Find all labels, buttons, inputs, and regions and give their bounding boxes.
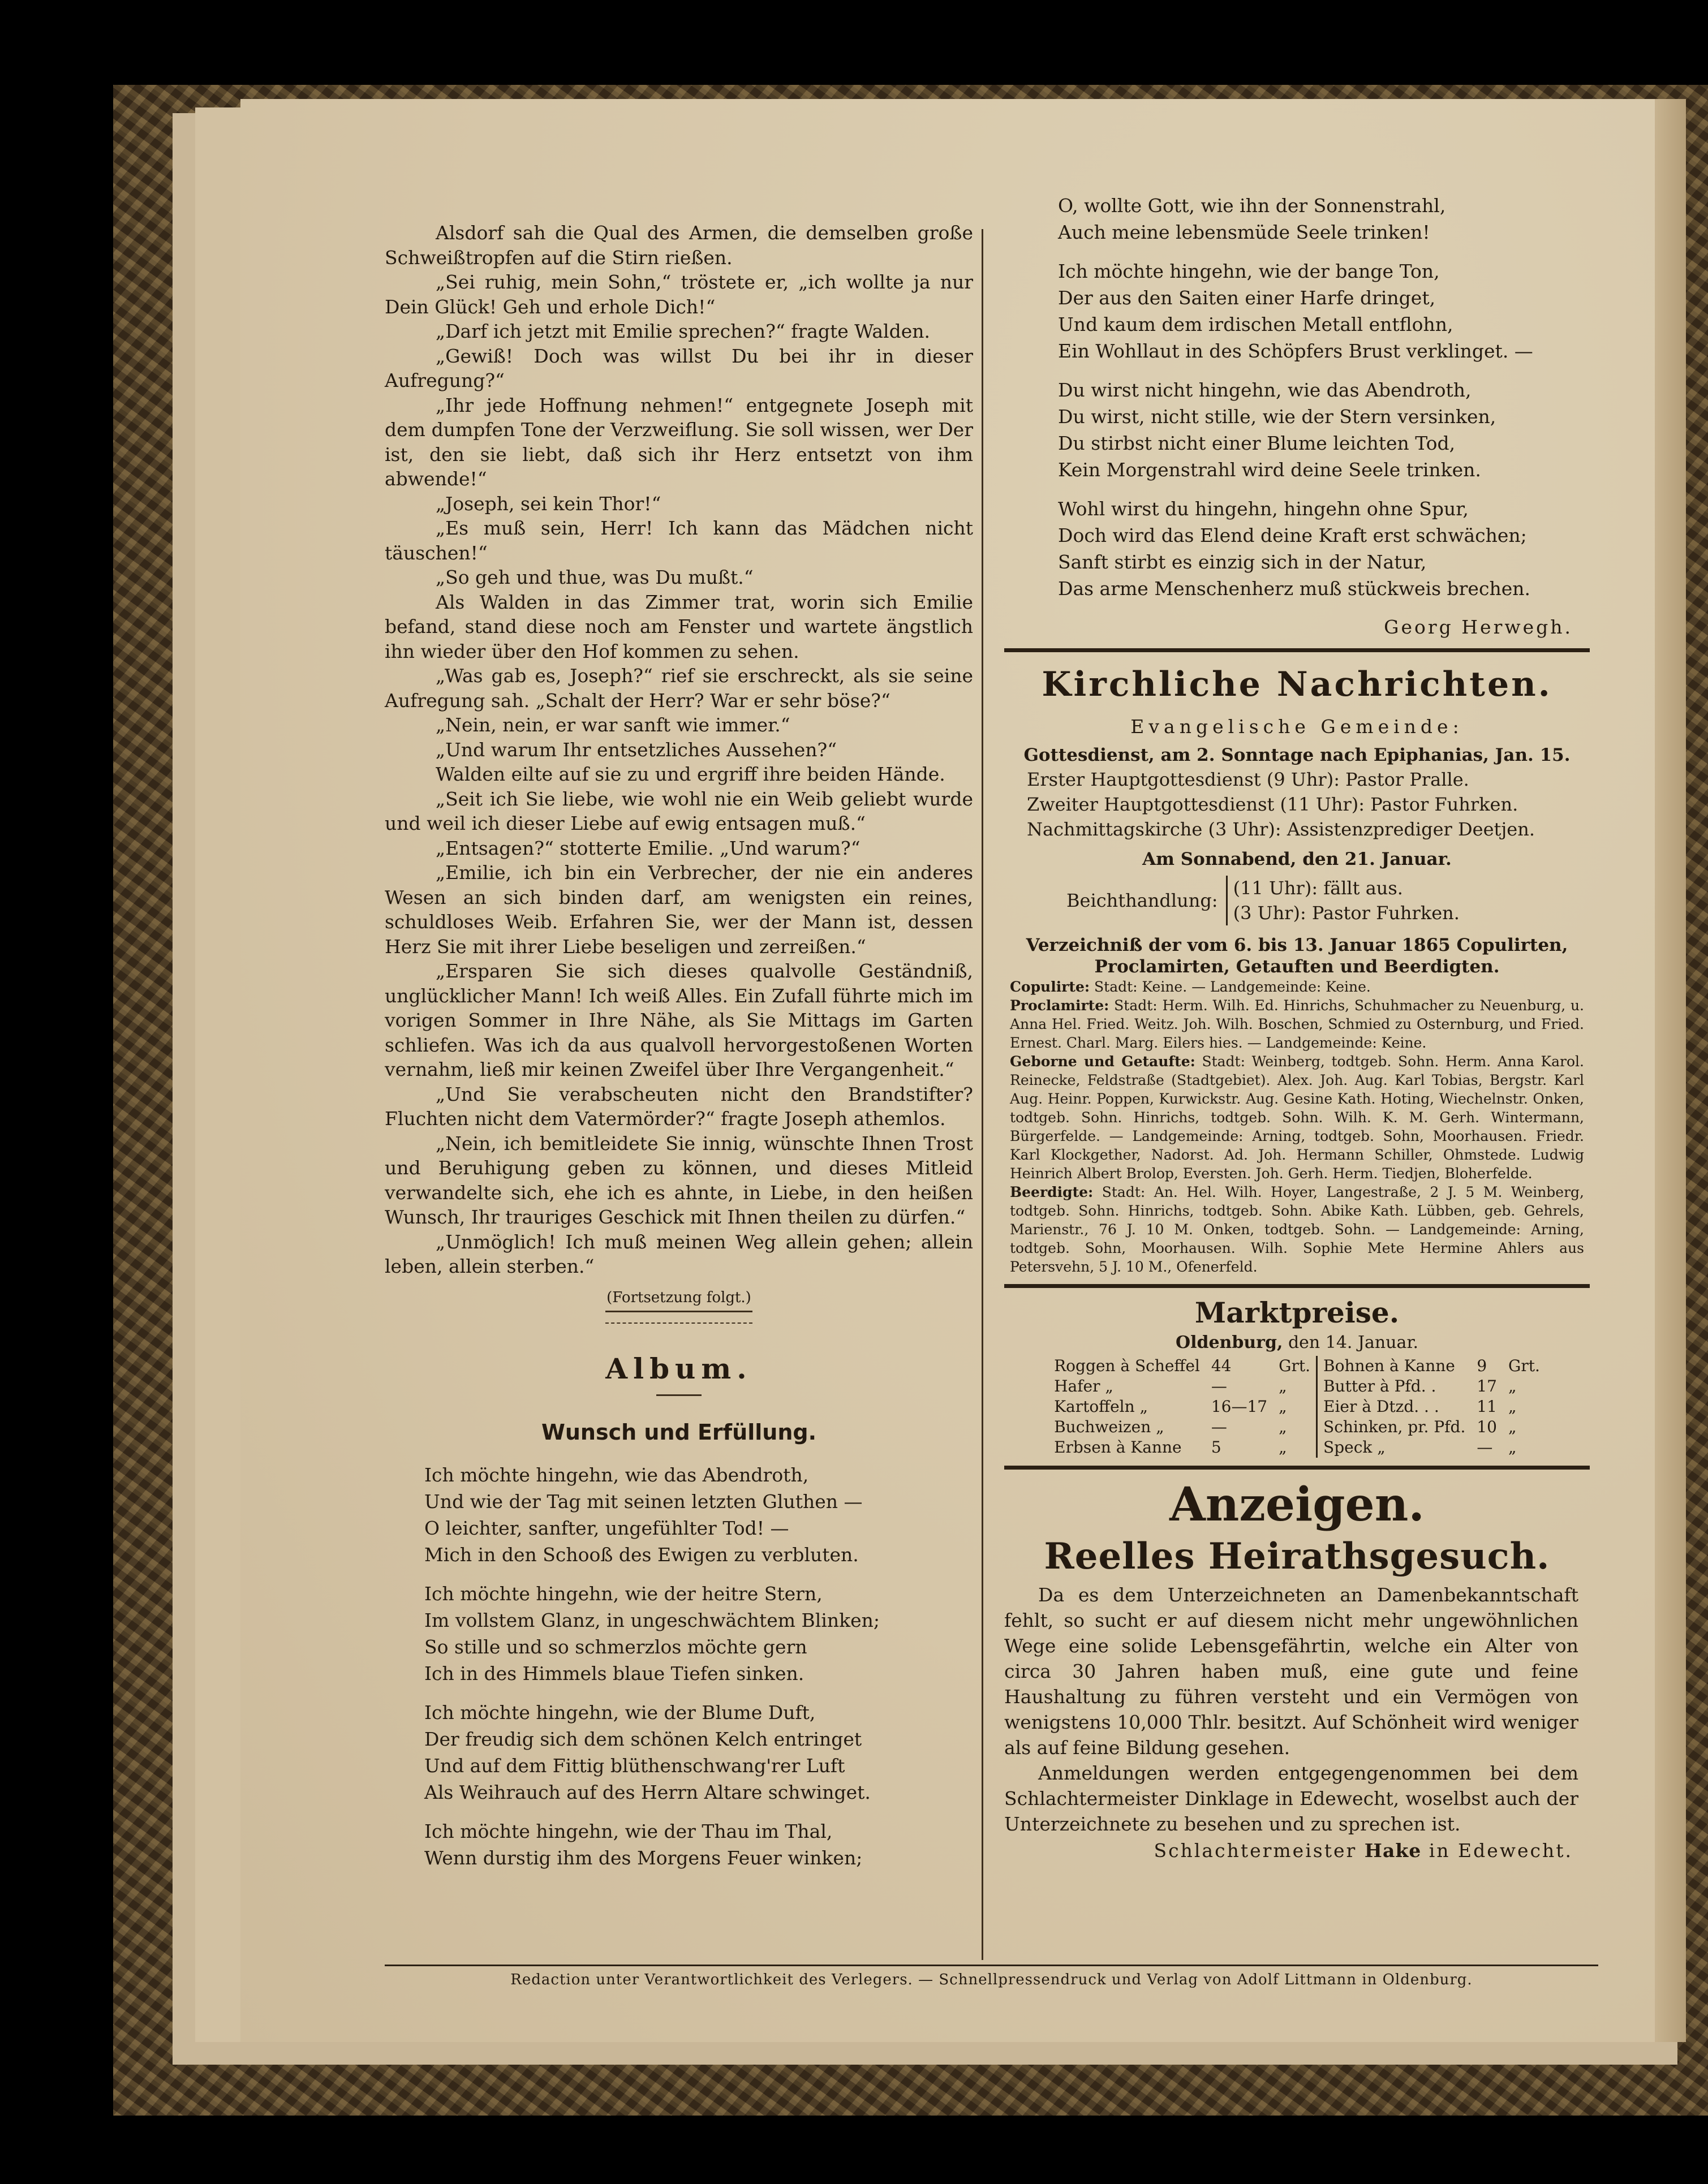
story-paragraph: „Nein, nein, er war sanft wie immer.“ — [436, 714, 790, 736]
poem-line: Ich möchte hingehn, wie der bange Ton, — [1058, 260, 1440, 282]
poem-continuation — [1004, 192, 1590, 602]
register-entry — [1004, 996, 1590, 1052]
market-cell-price: — — [1211, 1377, 1227, 1395]
page-edge — [1655, 99, 1686, 2042]
market-cell-unit: „ — [1279, 1397, 1287, 1416]
ad-signature-place: in Edewecht. — [1429, 1840, 1573, 1862]
market-cell-price: 10 — [1477, 1418, 1497, 1436]
register-title: Verzeichniß der vom 6. bis 13. Januar 1865 Copulirten, Proclamirten, Getauften und Beerdigten. — [1026, 935, 1568, 977]
market-cell-price: 44 — [1211, 1356, 1232, 1375]
register-text: Stadt: Herm. Wilh. Ed. Hinrichs, Schuhmacher zu Neuenburg, u. Anna Hel. Fried. Weitz. Joh. Wilh. Boschen, Schmied zu Osternburg, und Fried. Ernest. Charl. Marg. Eilers hies. — Landgemeinde: Keine. — [1010, 997, 1584, 1051]
register-text: Stadt: Weinberg, todtgeb. Sohn. Herm. Anna Karol. Reinecke, Feldstraße (Stadtgebiet). Alex. Joh. Aug. Karl Tobias, Bergstr. Karl Aug. Heinr. Poppen, Kurwickstr. Aug. Gesine Kath. Hoting, Wiechelnstr. Onken, todtgeb. Sohn. Hinrichs, todtgeb. Sohn. Wilh. K. M. Gerh. Wintermann, Bürgerfelde. — Landgemeinde: Arning, todtgeb. Sohn, Moorhausen. Friedr. Karl Klockgether, Nadorst. Ad. Joh. Hermann Schiller, Ohmstede. Ludwig Heinrich Albert Brolop, Eversten. Joh. Gerh. Herm. Tiedjen, Bloherfelde. — [1010, 1053, 1584, 1182]
poem-line: Ich möchte hingehn, wie der heitre Stern, — [424, 1582, 823, 1605]
market-cell-price: 9 — [1477, 1356, 1487, 1375]
poem-line: Mich in den Schooß des Ewigen zu verbluten. — [424, 1543, 859, 1566]
right-column — [1004, 192, 1590, 1865]
confession-times — [1226, 876, 1460, 925]
section-rule — [1004, 1284, 1590, 1288]
register-label: Copulirte: — [1010, 979, 1090, 995]
market-cell-item: Eier à Dtzd. . . — [1317, 1397, 1472, 1417]
market-cell-price: — — [1211, 1418, 1227, 1436]
register-entry — [1004, 1052, 1590, 1183]
poem-line: Wenn durstig ihm des Morgens Feuer winken; — [424, 1846, 863, 1869]
market-row — [1048, 1437, 1546, 1458]
market-cell-unit: „ — [1279, 1438, 1287, 1457]
poem-line: O leichter, sanfter, ungefühlter Tod! — — [424, 1517, 789, 1539]
poem-line: Doch wird das Elend deine Kraft erst schwächen; — [1058, 524, 1527, 546]
register-entry — [1004, 1183, 1590, 1276]
ad-headline: Reelles Heirathsgesuch. — [1044, 1535, 1550, 1578]
market-prices-title: Marktpreise. — [1194, 1296, 1400, 1329]
market-cell-unit: „ — [1508, 1397, 1517, 1416]
poem-line: Ein Wohllaut in des Schöpfers Brust verklinget. — — [1058, 340, 1533, 362]
market-row — [1048, 1356, 1546, 1376]
story-paragraph: „Joseph, sei kein Thor!“ — [436, 492, 661, 515]
market-cell-price: 11 — [1477, 1397, 1497, 1416]
story-paragraph: „Nein, ich bemitleidete Sie innig, wünschte Ihnen Trost und Beruhigung geben zu können, und dieses Mitleid verwandelte sich, ehe ich es ahnte, in Liebe, in den heißen Wunsch, Ihr trauriges Geschick mit Ihnen theilen zu dürfen.“ — [385, 1132, 973, 1228]
confession-label: Beichthandlung: — [1066, 890, 1218, 911]
poem-line: Du stirbst nicht einer Blume leichten Tod, — [1058, 432, 1456, 454]
story-paragraph: Als Walden in das Zimmer trat, worin sich Emilie befand, stand diese noch am Fenster und wartete ängstlich ihn wieder über den Hof kommen zu sehen. — [385, 591, 973, 662]
poem-author: Georg Herwegh. — [1384, 616, 1573, 638]
poem-line: Und auf dem Fittig blüthenschwang'rer Luft — [424, 1754, 845, 1777]
market-place: Oldenburg, — [1175, 1333, 1283, 1352]
congregation-heading: Evangelische Gemeinde: — [1130, 716, 1464, 738]
ad-paragraph: Anmeldungen werden entgegengenommen bei dem Schlachtermeister Dinklage in Edewecht, woselbst auch der Unterzeichnete zu besehen und zu sprechen ist. — [1004, 1762, 1578, 1835]
service-entry: Erster Hauptgottesdienst (9 Uhr): Pastor Pralle. — [1027, 769, 1469, 790]
poem-line: Und kaum dem irdischen Metall entflohn, — [1058, 313, 1453, 335]
market-cell-item: Hafer „ — [1054, 1377, 1113, 1395]
market-cell-price: 17 — [1477, 1377, 1497, 1395]
ad-paragraph: Da es dem Unterzeichneten an Damenbekanntschaft fehlt, so sucht er auf diesem nicht mehr ungewöhnlichen Wege eine solide Lebensgefährtin, welche ein Alter von circa 30 Jahren haben muß, eine gute und feine Haushaltung zu führen versteht und ein Vermögen von wenigstens 10,000 Thlr. besitzt. Auf Schönheit wird weniger als auf feine Bildung gesehen. — [1004, 1584, 1578, 1759]
register-label: Proclamirte: — [1010, 997, 1109, 1014]
register-entry — [1004, 977, 1590, 996]
poem-line: So stille und so schmerzlos möchte gern — [424, 1635, 807, 1658]
story-paragraph: „Seit ich Sie liebe, wie wohl nie ein Weib geliebt wurde und weil ich dieser Liebe auf ewig entsagen muß.“ — [385, 787, 973, 834]
ad-signature — [1004, 1837, 1590, 1865]
poem-line: Ich möchte hingehn, wie der Thau im Thal, — [424, 1820, 833, 1842]
short-rule — [656, 1394, 702, 1396]
poem-stanza — [424, 1818, 973, 1871]
ad-signature-name: Hake — [1364, 1840, 1422, 1862]
poem-stanza — [1058, 496, 1590, 602]
story-paragraph: „Ersparen Sie sich dieses qualvolle Geständniß, unglücklicher Mann! Ich weiß Alles. Ein Zufall führte mich im vorigen Sommer in Ihre Nähe, als Sie Mittags im Garten schliefen. Was ich da aus qualvoll hervorgestoßenen Worten vernahm, ließ mir keinen Zweifel über Ihre Vergangenheit.“ — [385, 960, 973, 1080]
market-cell-unit: „ — [1508, 1438, 1517, 1457]
market-cell-unit: „ — [1508, 1418, 1517, 1436]
story-paragraph: Walden eilte auf sie zu und ergriff ihre beiden Hände. — [436, 763, 945, 785]
market-price-table — [1004, 1356, 1590, 1458]
poem-line: Wohl wirst du hingehn, hingehn ohne Spur, — [1058, 498, 1469, 520]
poem-stanza — [1058, 192, 1590, 245]
story-paragraph: „Es muß sein, Herr! Ich kann das Mädchen nicht täuschen!“ — [385, 517, 973, 564]
poem-line: Der aus den Saiten einer Harfe dringet, — [1058, 287, 1436, 309]
market-row — [1048, 1376, 1546, 1397]
market-place-date — [1004, 1333, 1590, 1352]
story-paragraph: „Emilie, ich bin ein Verbrecher, der nie ein anderes Wesen an sich binden darf, am wenigsten ein reines, schuldloses Weib. Erfahren Sie, wer der Mann ist, dessen Herz Sie mit ihrer Liebe beseligen und zerreißen.“ — [385, 861, 973, 958]
register-label: Geborne und Getaufte: — [1010, 1053, 1195, 1070]
story-paragraph: „Ihr jede Hoffnung nehmen!“ entgegnete Joseph mit dem dumpfen Tone der Verzweiflung. Sie soll wissen, wer Der ist, den sie liebt, daß sich ihr Herz entsetzt von ihm abwende!“ — [385, 394, 973, 490]
poem-line: Kein Morgenstrahl wird deine Seele trinken. — [1058, 459, 1481, 481]
market-cell-unit: „ — [1508, 1377, 1517, 1395]
story-paragraph: „Gewiß! Doch was willst Du bei ihr in dieser Aufregung?“ — [385, 344, 973, 391]
column-rule — [982, 229, 983, 1960]
saturday-heading: Am Sonnabend, den 21. Januar. — [1142, 849, 1452, 869]
market-cell-item: Schinken, pr. Pfd. — [1317, 1417, 1472, 1437]
story-paragraph: „Und Sie verabscheuten nicht den Brandstifter? Fluchten nicht dem Vatermörder?“ fragte Joseph athemlos. — [385, 1083, 973, 1130]
market-row — [1048, 1397, 1546, 1417]
service-list — [1004, 767, 1590, 842]
service-heading: Gottesdienst, am 2. Sonntage nach Epiphanias, Jan. 15. — [1023, 745, 1571, 765]
continued-note: (Fortsetzung folgt.) — [606, 1289, 751, 1306]
market-cell-unit: „ — [1279, 1377, 1287, 1395]
market-cell-item: Speck „ — [1317, 1437, 1472, 1458]
market-cell-item: Bohnen à Kanne — [1317, 1356, 1472, 1376]
story-paragraph: Alsdorf sah die Qual des Armen, die demselben große Schweißtropfen auf die Stirn rießen. — [385, 222, 973, 269]
story-paragraph: „Was gab es, Joseph?“ rief sie erschreckt, als sie seine Aufregung sah. „Schalt der Herr? War er sehr böse?“ — [385, 665, 973, 712]
poem-line: Ich in des Himmels blaue Tiefen sinken. — [424, 1662, 804, 1685]
footer-rule — [385, 1965, 1598, 1966]
confession-item: (11 Uhr): fällt aus. — [1233, 877, 1403, 899]
market-cell-item: Buchweizen „ — [1054, 1418, 1164, 1436]
market-cell-item: Erbsen à Kanne — [1054, 1438, 1182, 1457]
poem-line: Du wirst, nicht stille, wie der Stern versinken, — [1058, 406, 1496, 428]
newspaper-page — [240, 99, 1686, 2042]
story-paragraph: „So geh und thue, was Du mußt.“ — [436, 566, 754, 588]
poem-line: Der freudig sich dem schönen Kelch entringet — [424, 1728, 862, 1750]
market-cell-price: 16—17 — [1211, 1397, 1268, 1416]
poem-line: Ich möchte hingehn, wie das Abendroth, — [424, 1463, 809, 1486]
register-text: Stadt: An. Hel. Wilh. Hoyer, Langestraße, 2 J. 5 M. Weinberg, todtgeb. Sohn. Hinrichs, todtgeb. Sohn. Abike Kath. Lübben, geb. Gehrels, Marienstr., 76 J. 10 M. Onken, todtgeb. Sohn. — Landgemeinde: Arning, todtgeb. Sohn, Moorhausen. Wilh. Sophie Mete Hermine Ahlers aus Petersvehn, 5 J. 10 M., Ofenerfeld. — [1010, 1184, 1584, 1275]
service-entry: Nachmittagskirche (3 Uhr): Assistenzprediger Deetjen. — [1027, 819, 1535, 840]
poem-stanza — [424, 1699, 973, 1806]
poem-line: Ich möchte hingehn, wie der Blume Duft, — [424, 1701, 816, 1724]
market-cell-unit: Grt. — [1279, 1356, 1311, 1375]
poem-line: Und wie der Tag mit seinen letzten Gluthen — — [424, 1490, 863, 1513]
poem-line: Sanft stirbt es einzig sich in der Natur, — [1058, 551, 1427, 573]
story-paragraph: „Und warum Ihr entsetzliches Aussehen?“ — [436, 738, 837, 761]
market-cell-price: — — [1477, 1438, 1493, 1457]
poem-line: Als Weihrauch auf des Herrn Altare schwinget. — [424, 1781, 871, 1803]
confession-schedule — [1004, 876, 1590, 925]
confession-item: (3 Uhr): Pastor Fuhrken. — [1233, 902, 1460, 924]
section-rule — [1004, 648, 1590, 652]
poem-line: Im vollstem Glanz, in ungeschwächtem Blinken; — [424, 1609, 880, 1631]
market-date: den 14. Januar. — [1288, 1333, 1419, 1352]
poem-line: Das arme Menschenherz muß stückweis brechen. — [1058, 578, 1530, 600]
ornamental-divider — [605, 1311, 752, 1324]
register-text: Stadt: Keine. — Landgemeinde: Keine. — [1094, 979, 1371, 995]
poem-stanza — [1058, 258, 1590, 364]
ads-title: Anzeigen. — [1169, 1477, 1425, 1532]
register-label: Beerdigte: — [1010, 1184, 1094, 1200]
parish-register — [1004, 977, 1590, 1276]
market-row — [1048, 1417, 1546, 1437]
story-paragraph: „Sei ruhig, mein Sohn,“ tröstete er, „ich wollte ja nur Dein Glück! Geh und erhole Dich!“ — [385, 271, 973, 318]
market-cell-unit: Grt. — [1508, 1356, 1540, 1375]
market-cell-item: Kartoffeln „ — [1054, 1397, 1148, 1416]
poem-stanza — [1058, 377, 1590, 483]
poem-title: Wunsch und Erfüllung. — [541, 1419, 817, 1445]
poem-line: Du wirst nicht hingehn, wie das Abendroth, — [1058, 379, 1472, 401]
poem-stanza — [424, 1462, 973, 1568]
story-text — [385, 221, 973, 1279]
market-cell-price: 5 — [1211, 1438, 1221, 1457]
section-rule — [1004, 1466, 1590, 1470]
ad-signature-title: Schlachtermeister — [1154, 1840, 1357, 1862]
poem-stanza — [424, 1580, 973, 1687]
church-news-title: Kirchliche Nachrichten. — [1042, 665, 1552, 704]
story-paragraph: „Darf ich jetzt mit Emilie sprechen?“ fragte Walden. — [436, 320, 930, 342]
poem — [385, 1462, 973, 1871]
market-cell-item: Roggen à Scheffel — [1054, 1356, 1200, 1375]
poem-line: Auch meine lebensmüde Seele trinken! — [1058, 221, 1430, 243]
imprint: Redaction unter Verantwortlichkeit des Verlegers. — Schnellpressendruck und Verlag von Adolf Littmann in Oldenburg. — [510, 1971, 1473, 1988]
market-cell-unit: „ — [1279, 1418, 1287, 1436]
market-cell-item: Butter à Pfd. . — [1317, 1376, 1472, 1397]
story-paragraph: „Unmöglich! Ich muß meinen Weg allein gehen; allein leben, allein sterben.“ — [385, 1230, 973, 1277]
left-column — [385, 221, 973, 1884]
story-paragraph: „Entsagen?“ stotterte Emilie. „Und warum?“ — [436, 837, 861, 859]
poem-line: O, wollte Gott, wie ihn der Sonnenstrahl, — [1058, 195, 1446, 217]
service-entry: Zweiter Hauptgottesdienst (11 Uhr): Pastor Fuhrken. — [1027, 794, 1518, 815]
ad-text — [1004, 1582, 1590, 1837]
album-title: Album. — [605, 1351, 752, 1385]
